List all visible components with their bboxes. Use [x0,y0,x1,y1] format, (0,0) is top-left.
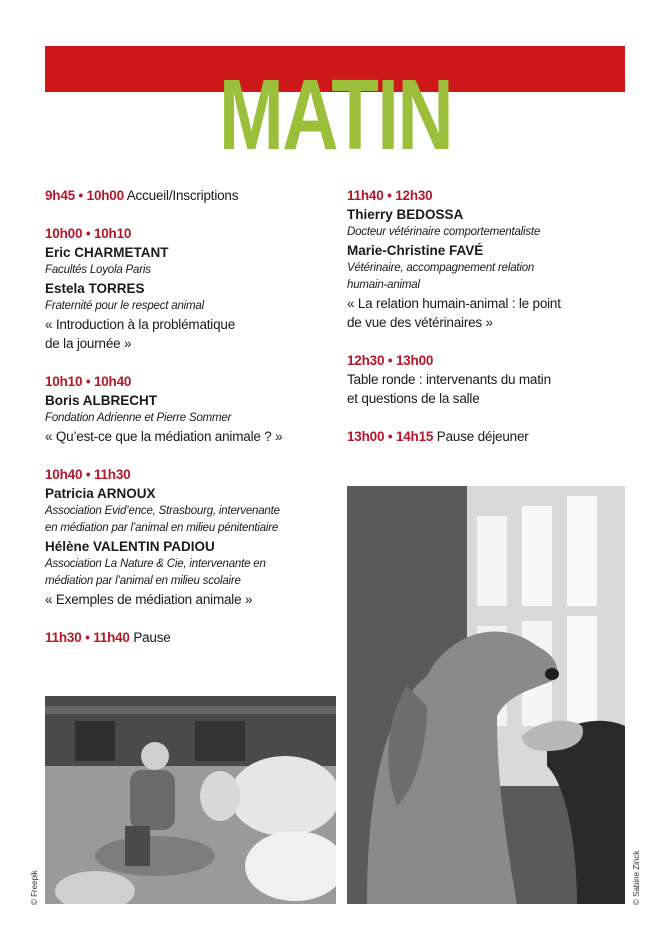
start-time: 11h40 [347,188,384,203]
end-time: 10h10 [93,226,132,241]
speaker-affiliation: Fondation Adrienne et Pierre Sommer [45,412,232,424]
end-time: 11h40 [93,630,130,645]
separator-dot: • [78,188,84,203]
speaker-name: Marie-Christine FAVÉ [347,243,484,258]
talk-title: de la journée » [45,336,132,351]
separator-dot: • [387,188,392,203]
program-item-dejeuner [347,427,629,446]
end-time: 10h00 [86,188,124,203]
separator-dot: • [85,226,91,241]
program-item-pause [45,628,337,647]
start-time: 10h40 [45,467,83,482]
program-item-introduction [45,224,337,353]
end-time: 14h15 [395,429,434,444]
speaker-affiliation: Association La Nature & Cie, intervenante en [45,558,266,570]
program-item-mediation [45,372,337,446]
end-time: 13h00 [395,353,434,368]
start-time: 11h30 [45,630,82,645]
speaker-affiliation: Association Evid’ence, Strasbourg, intervenante [45,505,280,517]
speaker-affiliation: humain-animal [347,279,420,291]
speaker-name: Estela TORRES [45,281,145,296]
talk-title: « Introduction à la problématique [45,317,236,332]
separator-dot: • [387,353,393,368]
item-text: Pause [133,630,171,645]
left-column [45,186,337,666]
item-text: Table ronde : intervenants du matin [347,372,551,387]
speaker-affiliation: Vétérinaire, accompagnement relation [347,262,535,274]
photo-credit-left: © Freepik [30,870,39,905]
separator-dot: • [85,374,91,389]
end-time: 10h40 [93,374,132,389]
speaker-affiliation: en médiation par l’animal en milieu pénitentiaire [45,522,279,534]
talk-title: « Qu’est-ce que la médiation animale ? » [45,429,283,444]
speaker-affiliation: Facultés Loyola Paris [45,264,151,276]
start-time: 12h30 [347,353,385,368]
start-time: 9h45 [45,188,75,203]
item-text: Accueil/Inscriptions [126,188,239,203]
speaker-name: Eric CHARMETANT [45,245,169,260]
photo-credit-right: © Sabine Zinck [632,850,641,905]
speaker-name: Boris ALBRECHT [45,393,158,408]
photo-child-goats-illustration [45,696,336,904]
item-text: Pause déjeuner [436,429,529,444]
speaker-affiliation: Docteur vétérinaire comportementaliste [347,226,541,238]
page-title: MATIN [218,59,453,171]
speaker-name: Patricia ARNOUX [45,486,156,501]
speaker-affiliation: médiation par l’animal en milieu scolaire [45,575,241,587]
talk-title: « La relation humain-animal : le point [347,296,561,311]
photo-dog [347,486,625,904]
talk-title: « Exemples de médiation animale » [45,592,253,607]
program-item-veterinaires [347,186,629,332]
program-item-table-ronde [347,351,629,408]
start-time: 13h00 [347,429,385,444]
end-time: 11h30 [93,467,131,482]
separator-dot: • [85,630,90,645]
program-item-accueil [45,186,337,205]
photo-dog-illustration [347,486,625,904]
item-text: et questions de la salle [347,391,480,406]
speaker-affiliation: Fraternité pour le respect animal [45,300,204,312]
start-time: 10h00 [45,226,83,241]
speaker-name: Thierry BEDOSSA [347,207,464,222]
end-time: 12h30 [395,188,433,203]
speaker-name: Hélène VALENTIN PADIOU [45,539,215,554]
photo-child-goats [45,696,336,904]
start-time: 10h10 [45,374,83,389]
separator-dot: • [85,467,91,482]
talk-title: de vue des vétérinaires » [347,315,493,330]
separator-dot: • [387,429,393,444]
program-item-exemples [45,465,337,609]
right-column [347,186,629,465]
